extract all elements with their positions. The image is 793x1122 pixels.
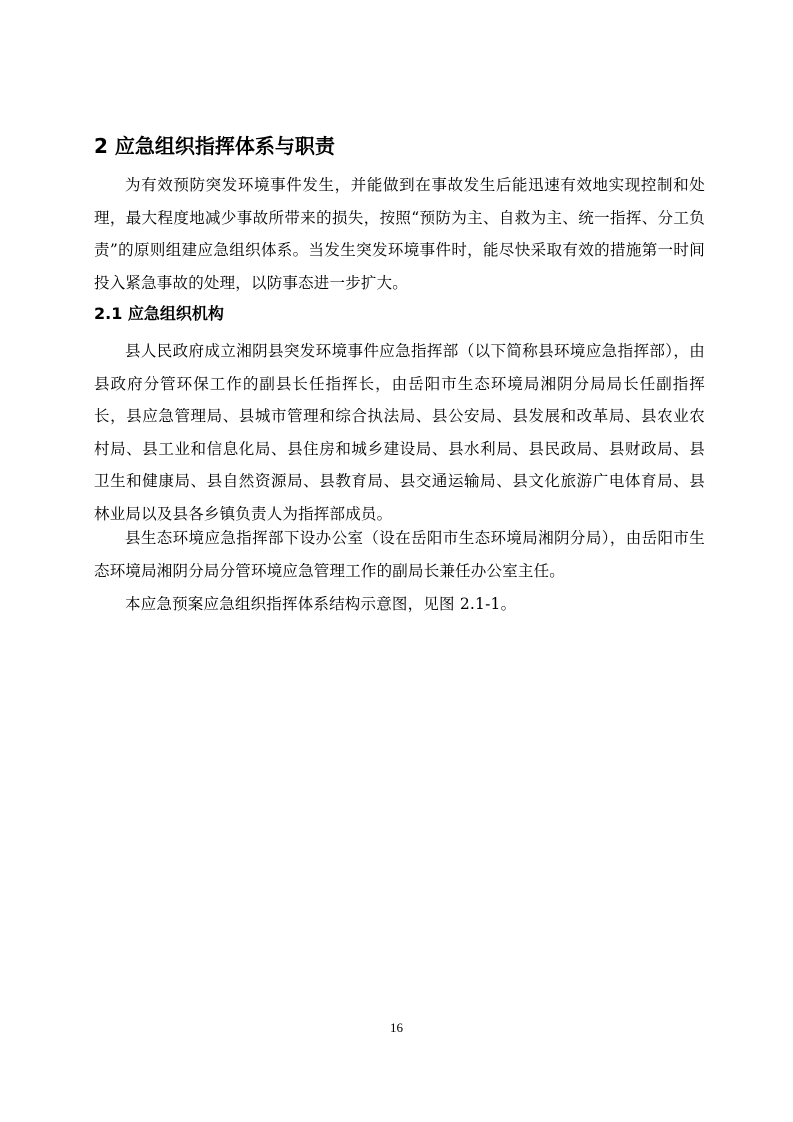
subsection-heading: 2.1 应急组织机构 (94, 304, 224, 323)
page-number: 16 (390, 1020, 403, 1035)
figure-reference-paragraph: 本应急预案应急组织指挥体系结构示意图，见图 2.1-1。 (125, 595, 517, 613)
organization-paragraph: 县人民政府成立湘阴县突发环境事件应急指挥部（以下简称县环境应急指挥部），由县政府分管环保工作的副县长任指挥长，由岳阳市生态环境局湘阴分局局长任副指挥长，县应急管理局、县城市管理和综合执法局、县公安局、县发展和改革局、县农业农村局、县工业和信息化局、县住房和城乡建设局、县水利局、县民政局、县财政局、县卫生和健康局、县自然资源局、县教育局、县交通运输局、县文化旅游广电体育局、县林业局以及县各乡镇负责人为指挥部成员。 (94, 342, 705, 523)
section-intro-paragraph: 为有效预防突发环境事件发生，并能做到在事故发生后能迅速有效地实现控制和处理，最大程度地减少事故所带来的损失，按照“预防为主、自救为主、统一指挥、分工负责”的原则组建应急组织体系。当发生突发环境事件时，能尽快采取有效的措施第一时间投入紧急事故的处理，以防事态进一步扩大。 (94, 176, 705, 292)
section-heading: 2 应急组织指挥体系与职责 (94, 134, 335, 158)
office-paragraph: 县生态环境应急指挥部下设办公室（设在岳阳市生态环境局湘阴分局），由岳阳市生态环境局湘阴分局分管环境应急管理工作的副局长兼任办公室主任。 (94, 529, 705, 580)
